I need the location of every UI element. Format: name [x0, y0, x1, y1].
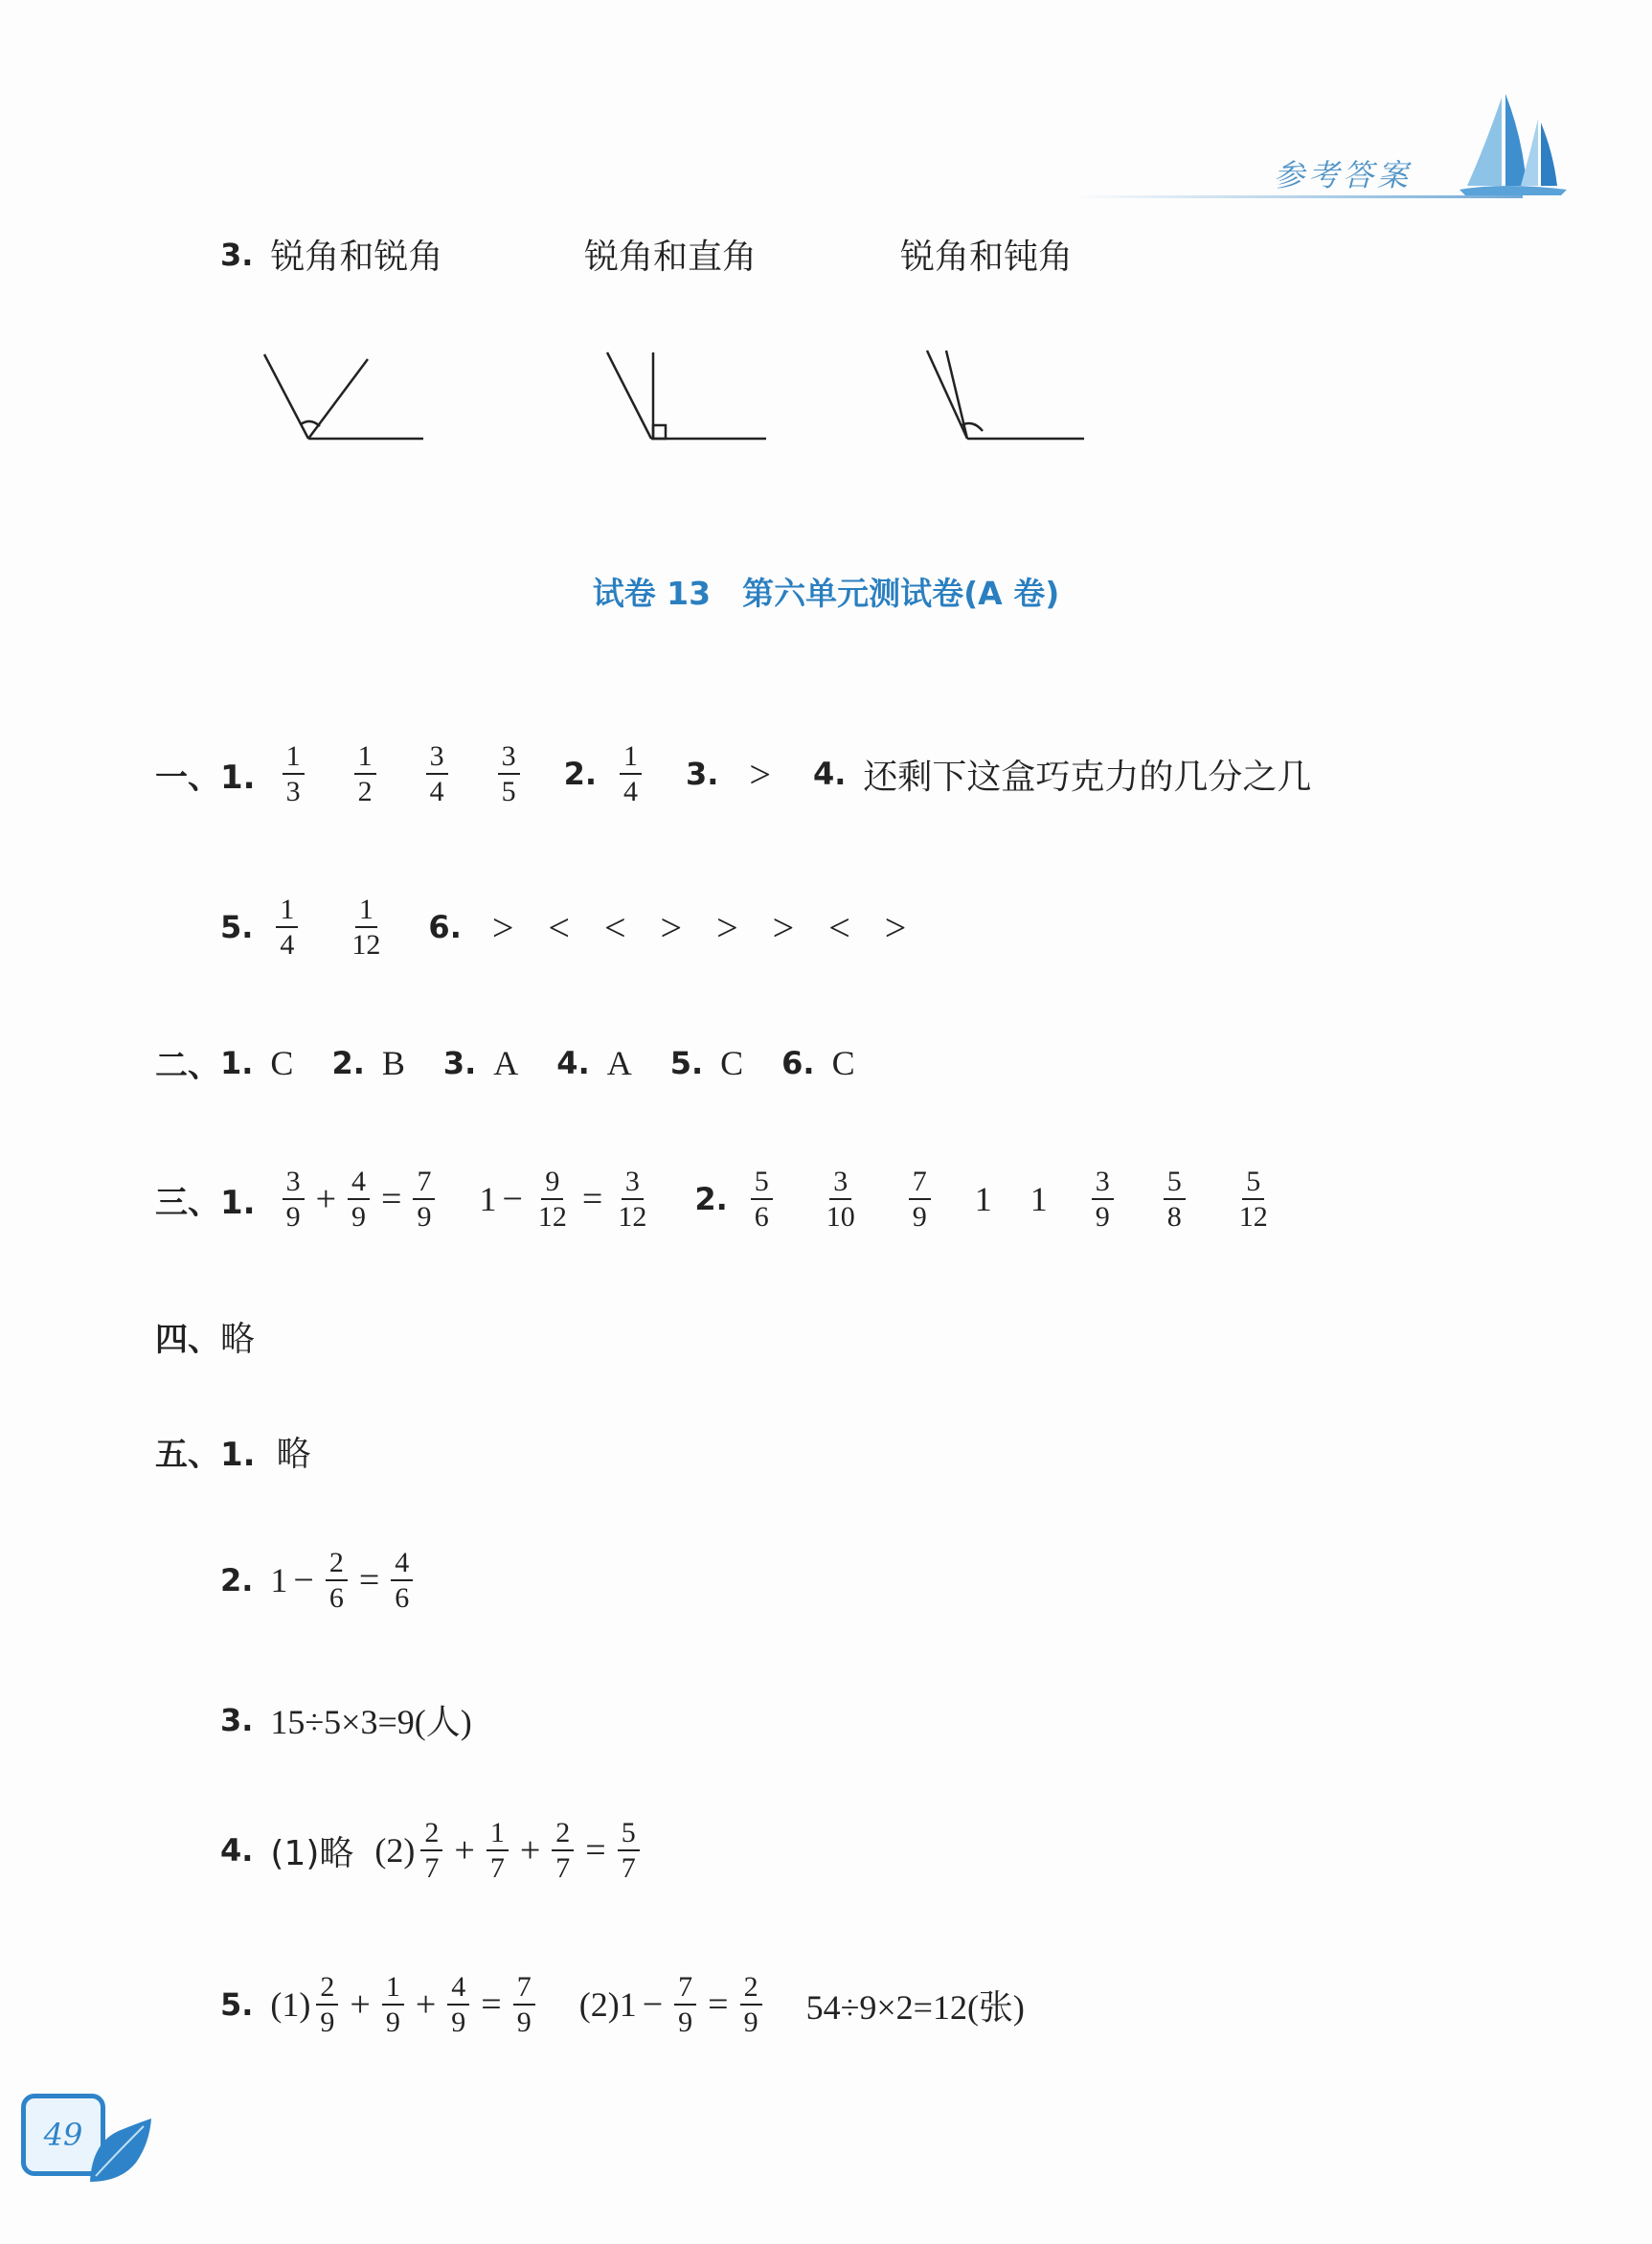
question-number: 3.: [220, 1701, 254, 1738]
choice-answer: A: [493, 1043, 519, 1082]
equals-sign: =: [708, 1984, 729, 2025]
fraction: $\frac{1}{4}$: [620, 741, 642, 807]
equals-sign: =: [481, 1984, 502, 2025]
section-title: 试卷 13 第六单元测试卷(A 卷): [592, 575, 1060, 612]
equation-text: 54÷9×2=12(张): [805, 1987, 1025, 2027]
part-label: (2)1: [578, 1985, 637, 2024]
fraction: $\frac{5}{12}$: [1238, 1165, 1268, 1233]
angle-label-3: 锐角和钝角: [900, 238, 1074, 277]
leaf-decoration-icon: [82, 2115, 155, 2187]
fraction: $\frac{1}{12}$: [351, 893, 381, 961]
fraction: $\frac{5}{6}$: [751, 1167, 773, 1233]
choice-answer: C: [270, 1043, 294, 1082]
answer-text: (1)略: [270, 1833, 354, 1873]
fraction: $\frac{1}{7}$: [487, 1818, 509, 1884]
part5-label: 五、1.: [155, 1436, 256, 1474]
question-number: 4.: [556, 1044, 590, 1081]
plus-sign: +: [350, 1984, 371, 2025]
compare-symbol: >: [491, 905, 514, 949]
compare-symbol: <: [548, 905, 570, 949]
choice-answer: B: [381, 1043, 405, 1082]
fraction: $\frac{4}{6}$: [391, 1548, 413, 1614]
fraction: $\frac{3}{12}$: [618, 1165, 647, 1233]
part5-row3: [220, 1695, 472, 1744]
minus-sign: −: [642, 1984, 664, 2025]
compare-symbol: >: [884, 905, 907, 949]
equals-sign: =: [585, 1830, 606, 1870]
whole-number: 1: [479, 1180, 497, 1218]
part5-row2: [220, 1542, 419, 1619]
part4-row: [155, 1312, 255, 1361]
answer-text: 略: [276, 1435, 311, 1474]
question-number: 3.: [220, 236, 254, 273]
fraction: $\frac{7}{9}$: [909, 1167, 931, 1233]
compare-symbol: <: [828, 905, 850, 949]
answer-text: 略: [220, 1320, 256, 1359]
fraction: $\frac{7}{9}$: [413, 1167, 435, 1233]
fraction: $\frac{3}{5}$: [498, 741, 520, 807]
fraction: $\frac{4}{9}$: [447, 1972, 469, 2038]
equals-sign: =: [381, 1179, 402, 1219]
fraction: $\frac{3}{4}$: [426, 741, 448, 807]
fraction: $\frac{3}{9}$: [1092, 1167, 1114, 1233]
question-number: 5.: [220, 1986, 254, 2023]
part5-row1: [155, 1427, 311, 1476]
fraction: $\frac{1}{4}$: [276, 895, 298, 961]
angle-label-1: 锐角和锐角: [270, 238, 443, 277]
fraction: $\frac{5}{8}$: [1164, 1167, 1186, 1233]
fraction: $\frac{2}{9}$: [316, 1972, 338, 2038]
plus-sign: +: [519, 1830, 541, 1870]
minus-sign: −: [293, 1560, 314, 1600]
fraction: $\frac{5}{7}$: [618, 1818, 640, 1884]
page-number: 49: [21, 2094, 105, 2176]
part1-row1: [155, 736, 1311, 812]
choice-answer: C: [831, 1043, 855, 1082]
question-number: 2.: [220, 1562, 254, 1598]
fraction: $\frac{3}{10}$: [826, 1165, 855, 1233]
whole-number: 1: [974, 1180, 992, 1218]
whole-number: 1: [270, 1561, 288, 1599]
fraction: $\frac{2}{6}$: [326, 1548, 348, 1614]
choice-answer: A: [606, 1043, 632, 1082]
plus-sign: +: [454, 1830, 475, 1870]
question-number: 5.: [669, 1044, 704, 1081]
question-number: 4.: [220, 1832, 254, 1869]
question-number: 3.: [442, 1044, 477, 1081]
fraction: $\frac{9}{12}$: [537, 1165, 567, 1233]
equals-sign: =: [581, 1179, 603, 1219]
question-number: 1.: [220, 1044, 254, 1081]
choice-answer: C: [720, 1043, 744, 1082]
fraction: $\frac{4}{9}$: [348, 1167, 370, 1233]
question-number: 3.: [686, 756, 719, 792]
question-number: 6.: [428, 909, 462, 945]
fraction: $\frac{1}{9}$: [382, 1972, 404, 2038]
plus-sign: +: [415, 1984, 437, 2025]
answer-text: 还剩下这盒巧克力的几分之几: [863, 757, 1312, 797]
fraction: $\frac{7}{9}$: [674, 1972, 696, 2038]
angle-label-2: 锐角和直角: [584, 238, 758, 277]
part5-row5: [220, 1966, 1025, 2043]
fraction: $\frac{3}{9}$: [283, 1167, 305, 1233]
compare-symbol: >: [772, 905, 795, 949]
fraction: $\frac{7}{9}$: [513, 1972, 535, 2038]
acute-obtuse-figure: [927, 351, 1084, 439]
acute-acute-figure: [264, 354, 423, 439]
compare-symbol: >: [749, 752, 771, 796]
question-number: 6.: [781, 1044, 815, 1081]
part1-row2: [220, 889, 927, 965]
part3-row: [155, 1161, 1278, 1237]
part-label: (2): [374, 1831, 416, 1870]
fraction: $\frac{2}{7}$: [420, 1818, 442, 1884]
fraction: $\frac{1}{3}$: [283, 741, 305, 807]
part2-label: 二、: [155, 1047, 220, 1085]
angle-figures: [0, 0, 1652, 479]
part4-label: 四、: [155, 1321, 220, 1359]
part1-label: 一、1.: [155, 758, 256, 797]
question-number: 2.: [563, 756, 597, 792]
question-number: 2.: [694, 1181, 728, 1217]
fraction: $\frac{2}{9}$: [740, 1972, 762, 2038]
fraction: $\frac{2}{7}$: [552, 1818, 574, 1884]
compare-symbol: >: [716, 905, 738, 949]
question-number: 5.: [220, 909, 254, 945]
header-label: 参考答案: [1274, 157, 1413, 193]
part5-row4: [220, 1812, 645, 1889]
equation-text: 15÷5×3=9(人): [270, 1703, 472, 1741]
fraction: $\frac{1}{2}$: [354, 741, 376, 807]
part2-row: [155, 1039, 855, 1086]
question-number: 2.: [331, 1044, 365, 1081]
acute-right-figure: [607, 352, 766, 439]
part3-label: 三、1.: [155, 1183, 256, 1222]
equals-sign: =: [358, 1560, 380, 1600]
question-number: 4.: [812, 756, 847, 792]
minus-sign: −: [502, 1179, 523, 1219]
plus-sign: +: [315, 1179, 337, 1219]
compare-symbol: <: [603, 905, 626, 949]
compare-symbol: >: [660, 905, 683, 949]
part-label: (1): [270, 1985, 311, 2024]
whole-number: 1: [1030, 1180, 1048, 1218]
